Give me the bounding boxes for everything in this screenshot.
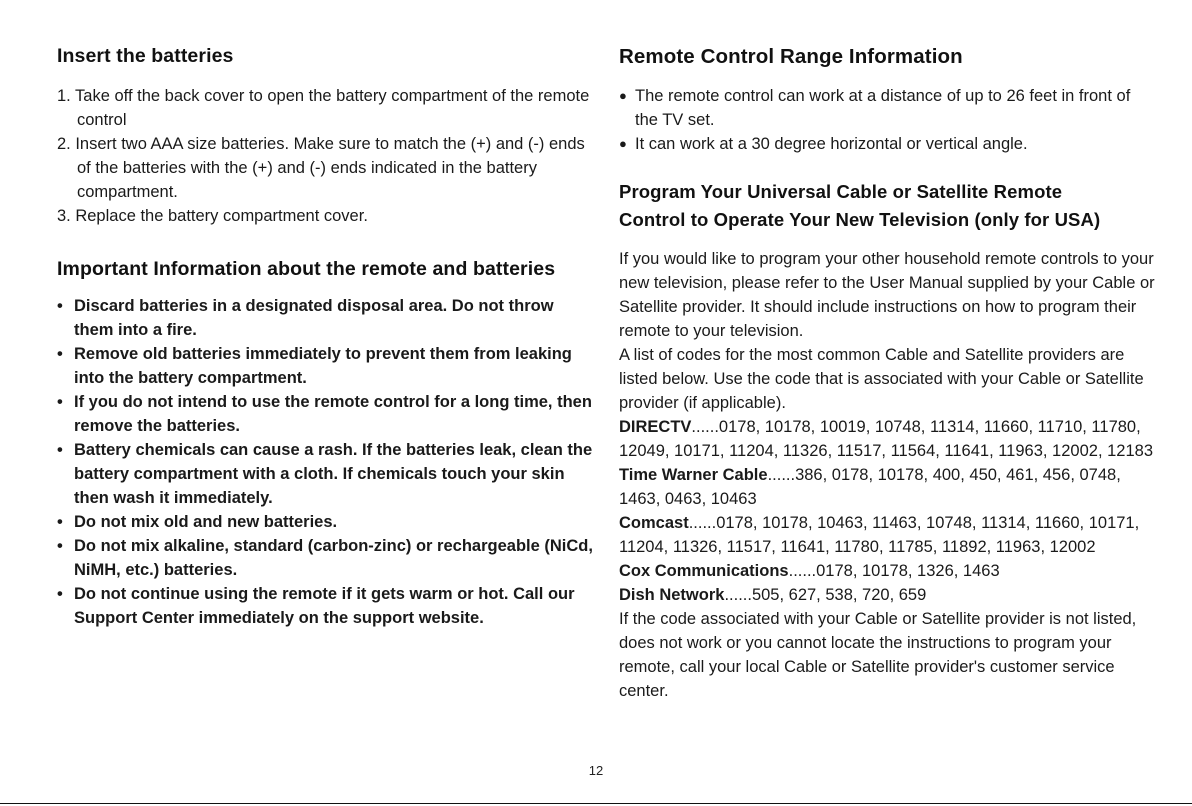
important-item-text: Do not mix alkaline, standard (carbon-zinc) or rechargeable (NiCd, NiMH, etc.) batteries. [74,537,593,579]
important-item-5 [57,510,597,534]
range-heading: Remote Control Range Information [619,45,963,68]
program-list-intro: A list of codes for the most common Cable and Satellite providers are listed below. Use the code that is associated with your Cable or Satellite provider (if applicable). [619,346,1144,412]
important-item-3 [57,390,597,438]
battery-step-2: 2. Insert two AAA size batteries. Make sure to match the (+) and (-) ends of the batteries with the (+) and (-) ends indicated in the battery compartment. [57,135,585,201]
provider-name: DIRECTV [619,418,692,436]
important-item-text: Discard batteries in a designated disposal area. Do not throw them into a fire. [74,297,554,339]
important-item-1 [57,294,597,342]
provider-comcast [619,511,1159,559]
program-intro: If you would like to program your other household remote controls to your new television, please refer to the User Manual supplied by your Cable or Satellite provider. It should include instructions on how to program their remote to your television. [619,250,1155,340]
program-heading-line-1: Program Your Universal Cable or Satellite Remote [619,181,1063,202]
insert-batteries-steps [57,84,597,228]
bullet-icon: • [57,441,63,459]
important-item-text: Do not continue using the remote if it gets warm or hot. Call our Support Center immediately on the support website. [74,585,575,627]
bottom-divider [0,803,1192,804]
important-item-7 [57,582,597,630]
provider-name: Time Warner Cable [619,466,768,484]
important-item-4 [57,438,597,510]
range-item-1 [619,84,1139,132]
bullet-icon: • [57,393,63,411]
important-item-2 [57,342,597,390]
range-list [619,84,1139,156]
provider-codes: ......386, 0178, 10178, 400, 450, 461, 456, 0748, 1463, 0463, 10463 [619,466,1121,508]
provider-codes: ......0178, 10178, 10463, 11463, 10748, 11314, 11660, 10171, 11204, 11326, 11517, 11641, 11780, 11785, 11892, 11963, 12002 [619,514,1140,556]
provider-codes: ......0178, 10178, 10019, 10748, 11314, 11660, 11710, 11780, 12049, 10171, 11204, 11326, 11517, 11564, 11641, 11963, 12002, 12183 [619,418,1153,460]
program-heading-line-2: Control to Operate Your New Television (only for USA) [619,209,1101,230]
provider-name: Dish Network [619,586,725,604]
bullet-icon: • [57,297,63,315]
important-item-text: Remove old batteries immediately to prevent them from leaking into the battery compartment. [74,345,572,387]
range-item-text: The remote control can work at a distance of up to 26 feet in front of the TV set. [635,87,1131,129]
provider-directv [619,415,1159,463]
range-item-2 [619,132,1139,156]
bullet-icon: • [57,537,63,555]
provider-codes: ......505, 627, 538, 720, 659 [724,586,927,604]
provider-cox [619,559,1159,583]
insert-batteries-heading: Insert the batteries [57,45,234,67]
provider-codes: ......0178, 10178, 1326, 1463 [788,562,1000,580]
important-item-text: If you do not intend to use the remote control for a long time, then remove the batteries. [74,393,592,435]
important-info-list [57,294,597,630]
bullet-icon: • [57,513,63,531]
important-item-text: Battery chemicals can cause a rash. If the batteries leak, clean the battery compartment with a cloth. If chemicals touch your skin then wash it immediately. [74,441,593,507]
program-body [619,247,1159,703]
important-item-6 [57,534,597,582]
range-item-text: It can work at a 30 degree horizontal or vertical angle. [635,135,1028,153]
important-info-heading: Important Information about the remote and batteries [57,258,556,280]
bullet-icon: ● [619,88,627,103]
battery-step-1: 1. Take off the back cover to open the battery compartment of the remote control [57,87,590,129]
bullet-icon: • [57,585,63,603]
provider-time-warner [619,463,1159,511]
bullet-icon: • [57,345,63,363]
provider-name: Cox Communications [619,562,789,580]
battery-step-3: 3. Replace the battery compartment cover. [57,207,368,225]
program-outro: If the code associated with your Cable or Satellite provider is not listed, does not work or you cannot locate the instructions to program your remote, call your local Cable or Satellite provider's customer service center. [619,610,1137,700]
bullet-icon: ● [619,136,627,151]
page-number: 12 [588,763,604,778]
important-item-text: Do not mix old and new batteries. [74,513,338,531]
provider-name: Comcast [619,514,689,532]
provider-dish [619,583,1159,607]
